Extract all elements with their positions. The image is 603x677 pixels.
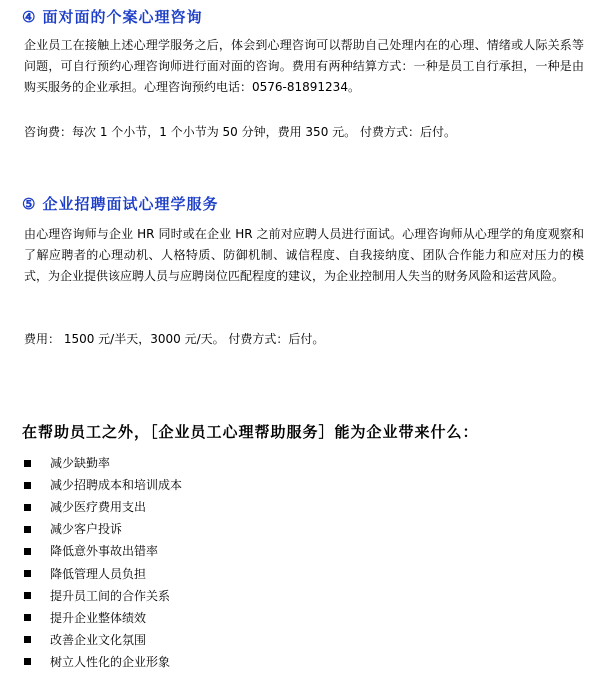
list-item bbox=[24, 607, 182, 629]
section-4-fee: 咨询费：每次 1 个小节，1 个小节为 50 分钟，费用 350 元。 付费方式：后付。 bbox=[24, 125, 456, 139]
list-item bbox=[24, 651, 182, 673]
section-5-title-text: 企业招聘面试心理学服务 bbox=[42, 195, 219, 213]
list-item-label: 提升企业整体绩效 bbox=[50, 610, 147, 625]
bullet-square-icon bbox=[24, 658, 31, 665]
section-4-title bbox=[22, 6, 202, 27]
section-4-number: ④ bbox=[22, 8, 37, 26]
bullet-square-icon bbox=[24, 636, 31, 643]
section-4-title-text: 面对面的个案心理咨询 bbox=[42, 8, 203, 26]
list-item bbox=[24, 629, 182, 651]
list-item bbox=[24, 496, 182, 518]
list-item-label: 减少客户投诉 bbox=[50, 522, 123, 537]
bullet-square-icon bbox=[24, 614, 31, 621]
bullet-square-icon bbox=[24, 460, 31, 467]
list-item-label: 降低意外事故出错率 bbox=[50, 544, 159, 559]
benefits-heading: 在帮助员工之外，［企业员工心理帮助服务］能为企业带来什么： bbox=[22, 423, 479, 441]
bullet-square-icon bbox=[24, 570, 31, 577]
bullet-square-icon bbox=[24, 526, 31, 533]
list-item-label: 减少招聘成本和培训成本 bbox=[50, 478, 183, 493]
list-item-label: 树立人性化的企业形象 bbox=[50, 654, 171, 669]
list-item-label: 减少缺勤率 bbox=[50, 456, 111, 471]
section-4-paragraph: 企业员工在接触上述心理学服务之后，体会到心理咨询可以帮助自己处理内在的心理、情绪或人际关系等问题，可自行预约心理咨询师进行面对面的咨询。费用有两种结算方式：一种是员工自行承担，一种是由购买服务的企业承担。心理咨询预约电话：0576-81891234。 bbox=[24, 38, 584, 94]
bullet-square-icon bbox=[24, 592, 31, 599]
list-item-label: 改善企业文化氛围 bbox=[50, 632, 147, 647]
list-item bbox=[24, 585, 182, 607]
list-item bbox=[24, 540, 182, 562]
list-item bbox=[24, 562, 182, 584]
list-item bbox=[24, 452, 182, 474]
list-item-label: 降低管理人员负担 bbox=[50, 566, 147, 581]
bullet-square-icon bbox=[24, 548, 31, 555]
section-5-number: ⑤ bbox=[22, 195, 37, 213]
benefits-list bbox=[24, 452, 182, 673]
section-5-fee: 费用： 1500 元/半天，3000 元/天。 付费方式：后付。 bbox=[24, 332, 325, 346]
list-item-label: 减少医疗费用支出 bbox=[50, 500, 147, 515]
bullet-square-icon bbox=[24, 482, 31, 489]
section-5-title bbox=[22, 193, 218, 214]
list-item-label: 提升员工间的合作关系 bbox=[50, 588, 171, 603]
section-5-paragraph: 由心理咨询师与企业 HR 同时或在企业 HR 之前对应聘人员进行面试。心理咨询师从心理学的角度观察和了解应聘者的心理动机、人格特质、防御机制、诚信程度、自我接纳度、团队合作能力和应对压力的模式，为企业提供该应聘人员与应聘岗位匹配程度的建议，为企业控制用人失当的财务风险和运营风险。 bbox=[24, 227, 584, 283]
bullet-square-icon bbox=[24, 504, 31, 511]
list-item bbox=[24, 518, 182, 540]
list-item bbox=[24, 474, 182, 496]
